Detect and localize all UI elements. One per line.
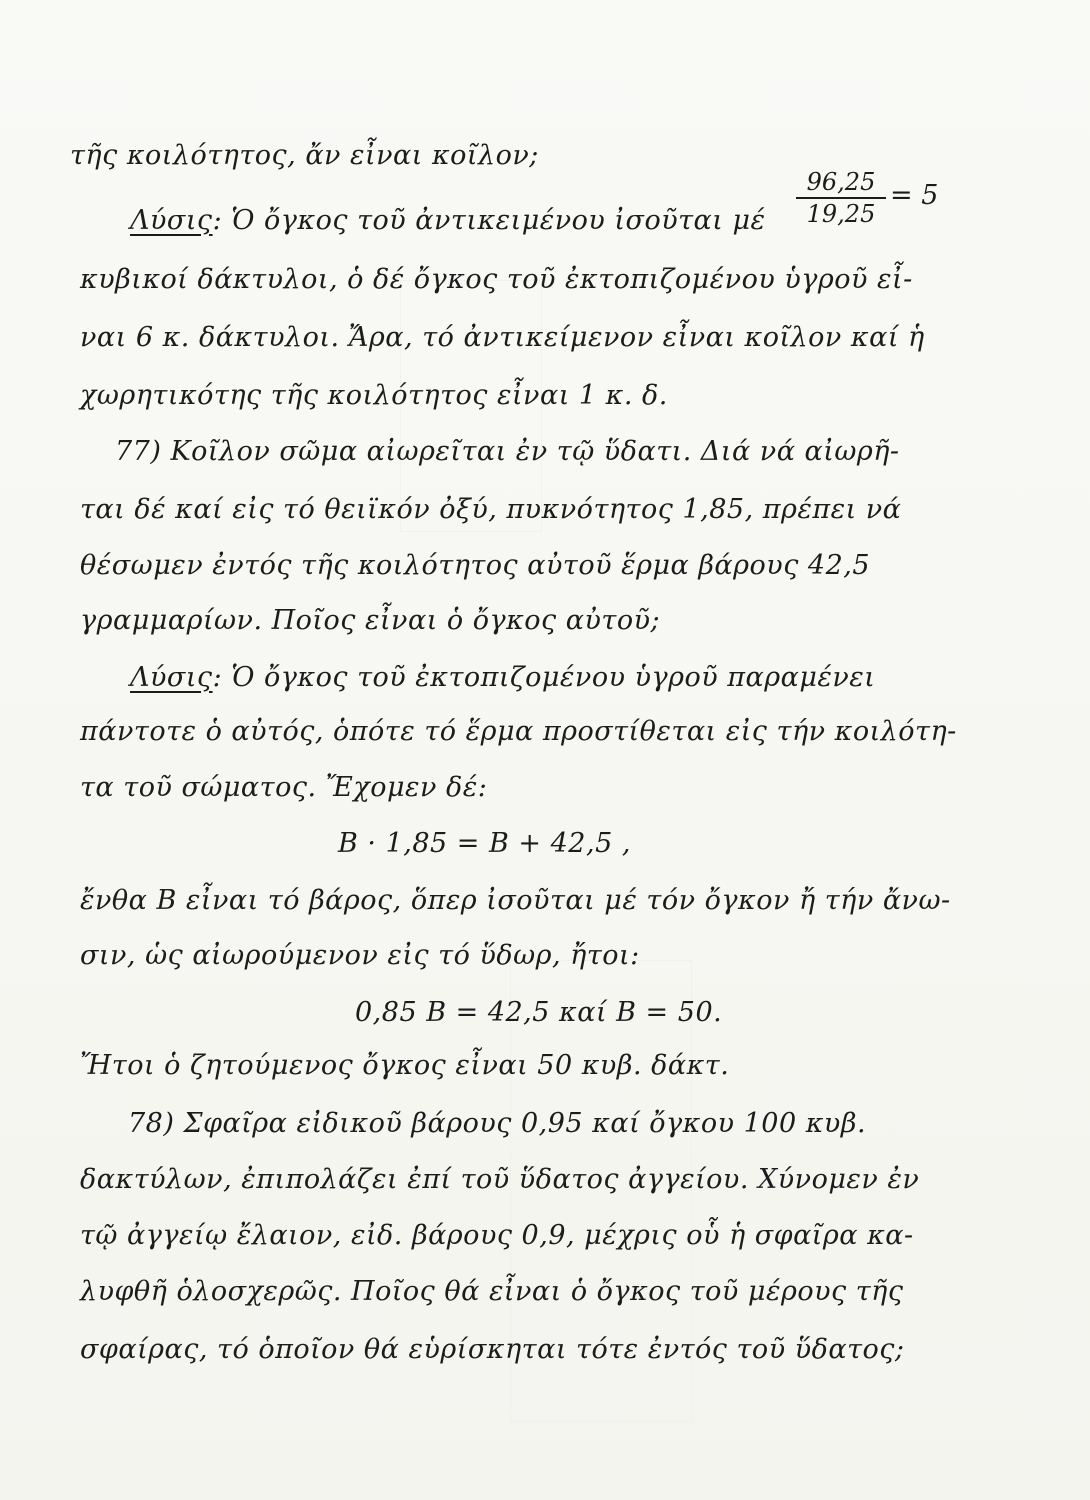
text-line [130,203,766,239]
text-line: ἔνθα Β εἶναι τό βάρος, ὅπερ ἰσοῦται μέ τόν ὄγκον ἤ τήν ἄνω- [80,885,951,916]
text-line: 77) Κοῖλον σῶμα αἰωρεῖται ἐν τῷ ὕδατι. Διά νά αἰωρῆ- [115,436,900,467]
fraction-result: = 5 [890,180,939,211]
text-line: κυβικοί δάκτυλοι, ὁ δέ ὄγκος τοῦ ἐκτοπιζομένου ὑγροῦ εἶ- [80,264,913,295]
text-line: τῷ ἀγγείῳ ἔλαιον, εἰδ. βάρους 0,9, μέχρις οὗ ἡ σφαῖρα κα- [80,1220,914,1251]
text-line: ται δέ καί εἰς τό θειϊκόν ὀξύ, πυκνότητος 1,85, πρέπει νά [80,494,902,525]
solution-label: Λύσις [130,662,213,693]
equation: Β · 1,85 = Β + 42,5 , [338,828,631,859]
text-line: ναι 6 κ. δάκτυλοι. Ἄρα, τό ἀντικείμενον εἶναι κοῖλον καί ἡ [80,322,925,353]
equation: 0,85 Β = 42,5 καί Β = 50. [355,997,723,1028]
text-line: πάντοτε ὁ αὐτός, ὁπότε τό ἕρμα προστίθεται εἰς τήν κοιλότη- [80,716,957,747]
text-line: 78) Σφαῖρα εἰδικοῦ βάρους 0,95 καί ὄγκου 100 κυβ. [128,1108,867,1139]
text-line: χωρητικότης τῆς κοιλότητος εἶναι 1 κ. δ. [80,380,668,411]
fraction-denominator: 19,25 [806,200,876,228]
text-line: θέσωμεν ἐντός τῆς κοιλότητος αὐτοῦ ἕρμα βάρους 42,5 [80,550,871,581]
text-line: τα τοῦ σώματος. Ἔχομεν δέ: [80,772,488,803]
fraction [796,168,886,228]
text-line: λυφθῆ ὁλοσχερῶς. Ποῖος θά εἶναι ὁ ὄγκος τοῦ μέρους τῆς [80,1276,904,1307]
text-line: σιν, ὡς αἰωρούμενον εἰς τό ὕδωρ, ἤτοι: [80,940,640,971]
text-line: δακτύλων, ἐπιπολάζει ἐπί τοῦ ὕδατος ἀγγείου. Χύνομεν ἐν [80,1164,920,1195]
text-line [130,660,875,696]
text-line: γραμμαρίων. Ποῖος εἶναι ὁ ὄγκος αὐτοῦ; [80,605,661,636]
text-line: Ἤτοι ὁ ζητούμενος ὄγκος εἶναι 50 κυβ. δάκτ. [80,1050,730,1081]
text-span: : Ὁ ὄγκος τοῦ ἐκτοπιζομένου ὑγροῦ παραμένει [212,662,876,693]
solution-label: Λύσις [130,205,213,236]
text-line: σφαίρας, τό ὁποῖον θά εὑρίσκηται τότε ἐντός τοῦ ὕδατος; [80,1334,905,1365]
fraction-numerator: 96,25 [796,168,886,199]
text-span: : Ὁ ὄγκος τοῦ ἀντικειμένου ἰσοῦται μέ [212,205,766,236]
text-line: τῆς κοιλότητος, ἄν εἶναι κοῖλον; [70,140,539,171]
